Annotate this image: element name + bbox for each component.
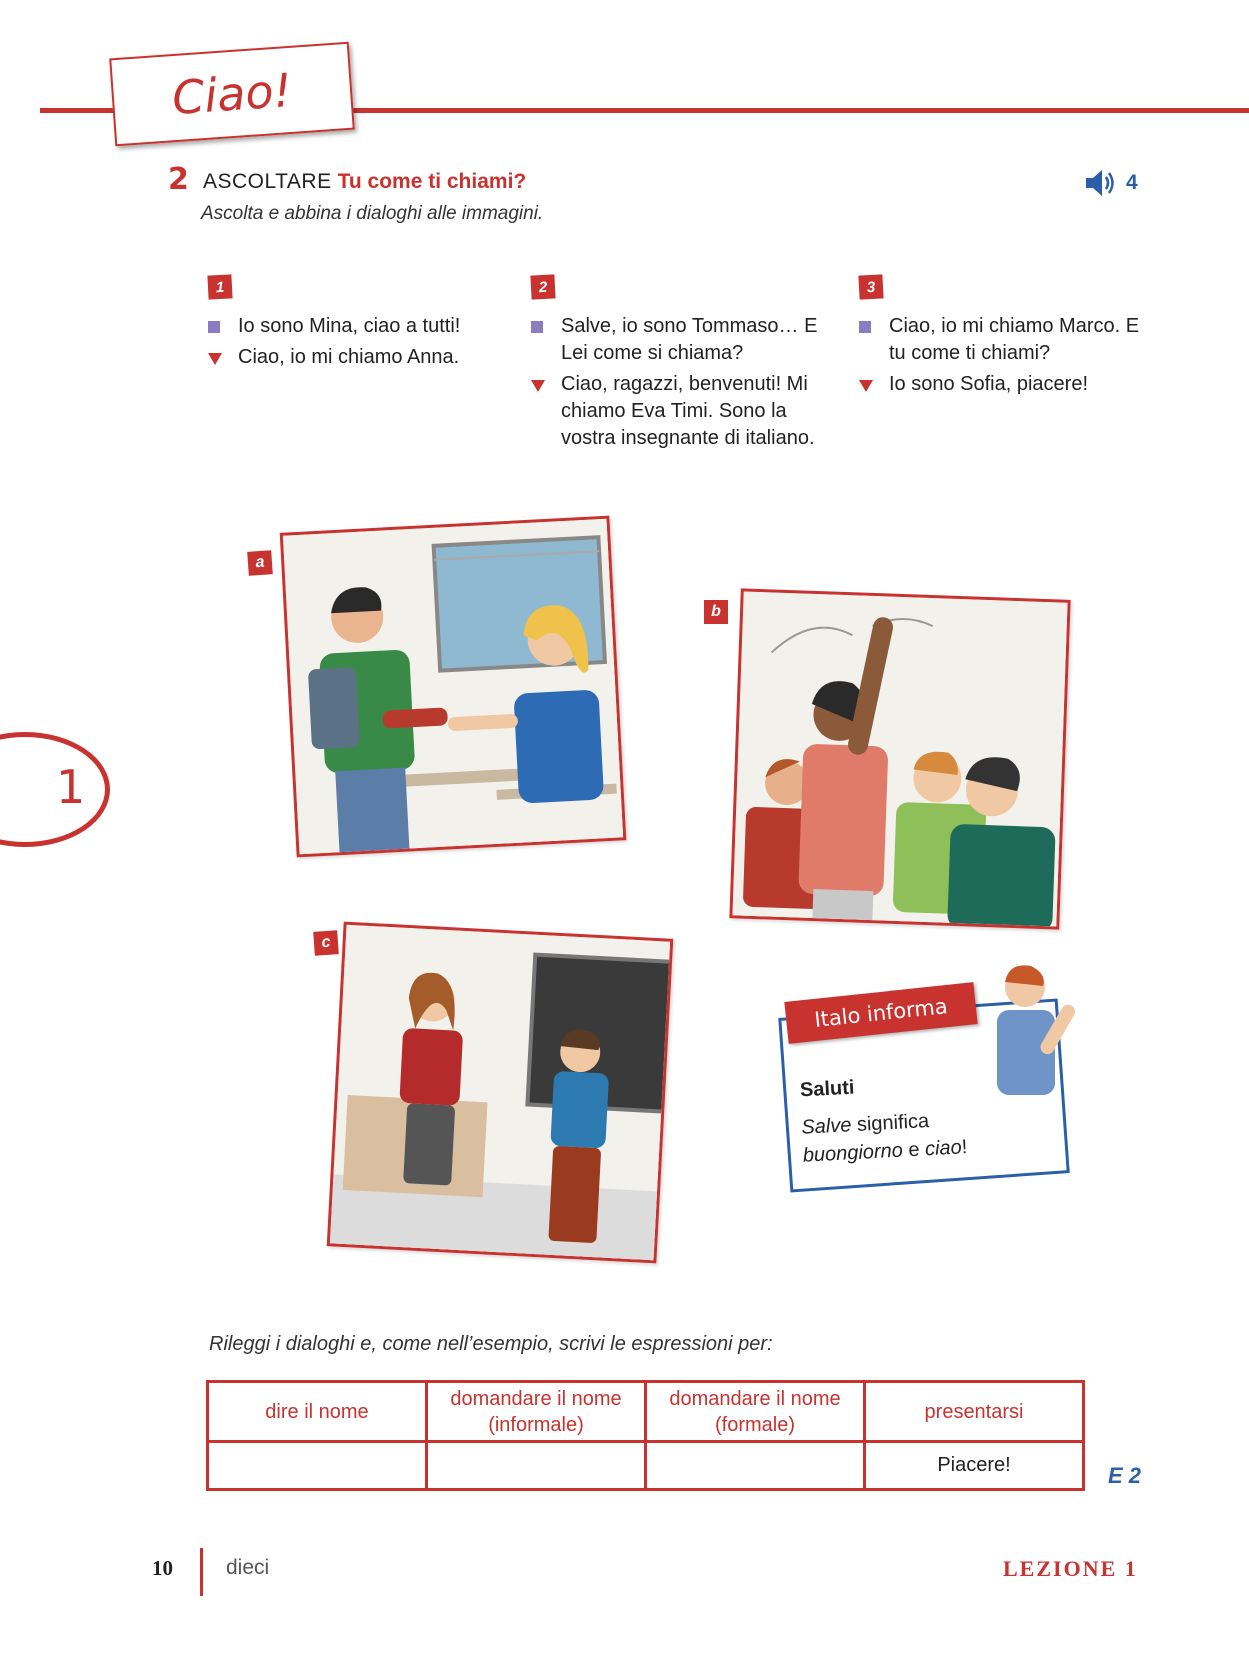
dialogue-2 — [531, 275, 821, 456]
dialogue-line: Ciao, io mi chiamo Anna. — [208, 344, 498, 371]
triangle-marker-icon — [531, 380, 545, 392]
table-row — [208, 1442, 1084, 1490]
task-instruction: Rileggi i dialoghi e, come nell’esempio, scrivi le espressioni per: — [209, 1333, 773, 1355]
footer-divider — [200, 1548, 203, 1596]
exercise-keyword: ASCOLTARE — [203, 170, 332, 193]
classroom-wave-illustration — [732, 591, 1070, 929]
info-box-banner: Italo informa — [784, 982, 977, 1044]
table-header-cell: dire il nome — [208, 1382, 427, 1442]
page-title: Ciao! — [170, 62, 294, 126]
dialogue-3 — [859, 275, 1159, 402]
exercise-question: Tu come ti chiami? — [337, 170, 527, 193]
chapter-number: 1 — [56, 760, 86, 814]
exercise-heading — [203, 170, 526, 194]
dialogue-line: Io sono Mina, ciao a tutti! — [208, 313, 498, 340]
audio-button[interactable] — [1084, 168, 1138, 198]
answer-table — [206, 1380, 1085, 1491]
image-label-c: c — [313, 930, 339, 956]
exercise-reference: E 2 — [1108, 1463, 1142, 1488]
title-card — [109, 42, 355, 147]
table-header-row — [208, 1382, 1084, 1442]
illustration-a — [280, 516, 627, 858]
answer-cell[interactable] — [208, 1442, 427, 1490]
handshake-illustration — [283, 518, 626, 857]
page-number: 10 — [152, 1556, 173, 1580]
exercise-instruction: Ascolta e abbina i dialoghi alle immagini. — [201, 203, 544, 224]
dialogue-number: 3 — [858, 274, 883, 299]
dialogue-1 — [208, 275, 498, 375]
info-box-text: Salve significa buongiorno e ciao! — [800, 1110, 968, 1167]
audio-track-number: 4 — [1126, 171, 1138, 194]
exercise-number: 2 — [168, 162, 189, 197]
chapter-circle — [0, 732, 110, 847]
info-box-title: Saluti — [799, 1076, 855, 1102]
table-header-cell: domandare il nome (formale) — [646, 1382, 865, 1442]
square-marker-icon — [531, 321, 543, 333]
image-label-b: b — [704, 600, 728, 624]
dialogue-line: Ciao, io mi chiamo Marco. E tu come ti chiami? — [859, 313, 1159, 367]
dialogue-line: Ciao, ragazzi, benvenuti! Mi chiamo Eva Timi. Sono la vostra insegnante di italiano. — [531, 371, 821, 452]
answer-cell[interactable] — [646, 1442, 865, 1490]
triangle-marker-icon — [859, 380, 873, 392]
speaker-icon — [1084, 168, 1118, 198]
answer-cell[interactable] — [427, 1442, 646, 1490]
answer-cell[interactable]: Piacere! — [865, 1442, 1084, 1490]
illustration-c — [327, 922, 674, 1264]
square-marker-icon — [859, 321, 871, 333]
teacher-illustration — [330, 925, 674, 1264]
table-header-cell: domandare il nome (informale) — [427, 1382, 646, 1442]
page-number-word: dieci — [226, 1556, 270, 1579]
dialogue-line: Salve, io sono Tommaso… E Lei come si chiama? — [531, 313, 821, 367]
triangle-marker-icon — [208, 353, 222, 365]
square-marker-icon — [208, 321, 220, 333]
italo-character-icon — [985, 962, 1085, 1097]
dialogue-line: Io sono Sofia, piacere! — [859, 371, 1159, 398]
table-header-cell: presentarsi — [865, 1382, 1084, 1442]
dialogue-number: 2 — [530, 274, 555, 299]
lesson-label: LEZIONE 1 — [1003, 1556, 1138, 1581]
image-label-a: a — [247, 550, 273, 576]
illustration-b — [729, 588, 1070, 929]
dialogue-number: 1 — [207, 274, 232, 299]
